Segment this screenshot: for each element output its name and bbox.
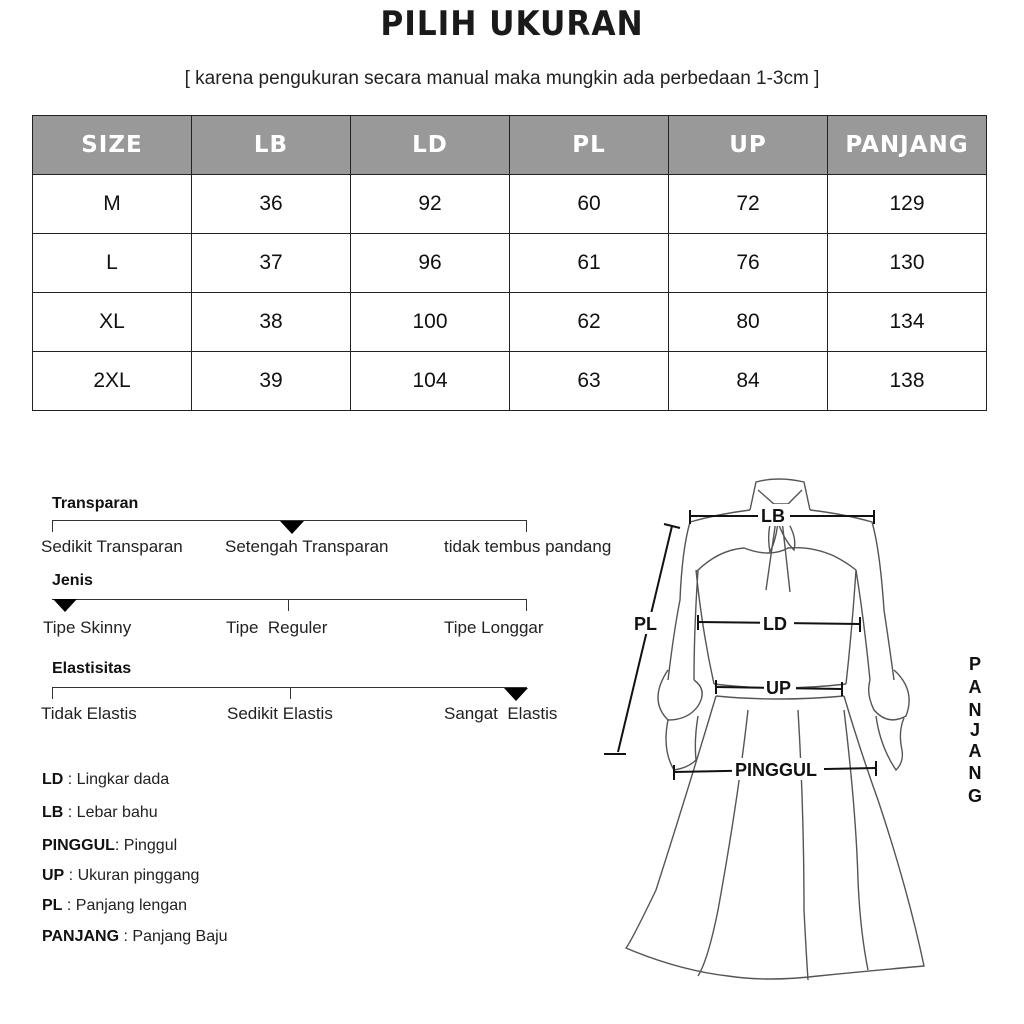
legend-desc: Ukuran pinggang — [77, 867, 200, 884]
right-ruffle — [876, 716, 904, 770]
table-cell: 62 — [510, 293, 669, 352]
legend-key: PINGGUL — [42, 837, 115, 854]
measurement-lines — [604, 488, 938, 968]
right-cuff — [869, 670, 909, 720]
table-cell: 61 — [510, 234, 669, 293]
table-cell: 100 — [351, 293, 510, 352]
label-lb: LB — [761, 506, 785, 526]
legend-sep: : — [63, 804, 77, 821]
legend-item — [42, 804, 158, 822]
table-row — [33, 352, 987, 411]
page-subtitle: [ karena pengukuran secara manual maka mungkin ada perbedaan 1-3cm ] — [184, 68, 820, 89]
skirt-outline — [626, 696, 924, 979]
collar-inner — [758, 490, 802, 504]
right-sleeve-inner — [856, 570, 870, 680]
legend-item — [42, 771, 169, 789]
scale-tick — [290, 687, 291, 699]
legend-item — [42, 897, 187, 915]
table-cell: 60 — [510, 175, 669, 234]
scale-tick — [52, 520, 53, 532]
legend-item — [42, 928, 228, 946]
table-cell: 63 — [510, 352, 669, 411]
legend-key: LD — [42, 771, 64, 788]
left-ruffle — [666, 716, 698, 770]
table-cell: 39 — [192, 352, 351, 411]
table-cell: 129 — [828, 175, 987, 234]
legend-sep: : — [62, 897, 76, 914]
legend-sep: : — [64, 867, 78, 884]
table-cell: 96 — [351, 234, 510, 293]
scale-title: Jenis — [52, 572, 93, 589]
legend-item — [42, 867, 199, 885]
panjang-letter: N — [968, 763, 982, 783]
selected-marker-icon — [53, 599, 77, 612]
page-title: PILIH UKURAN — [380, 4, 644, 44]
table-header-row — [33, 116, 987, 175]
dress-illustration — [598, 470, 938, 1000]
scale-tick — [526, 599, 527, 611]
table-cell: L — [33, 234, 192, 293]
header-up: UP — [669, 116, 828, 175]
legend-key: UP — [42, 867, 65, 884]
legend-sep: : — [114, 837, 124, 854]
scale-option: Sedikit Elastis — [227, 704, 333, 723]
legend-sep: : — [119, 928, 133, 945]
left-cuff — [658, 670, 702, 720]
panjang-letter: N — [968, 700, 982, 720]
left-sleeve-outer — [668, 510, 750, 680]
scale-option: Tipe Reguler — [226, 618, 328, 637]
header-size: SIZE — [33, 116, 192, 175]
scale-title: Elastisitas — [52, 660, 132, 677]
panjang-letter: A — [968, 741, 982, 761]
scale-tick — [288, 599, 289, 611]
table-cell: 37 — [192, 234, 351, 293]
header-lb: LB — [192, 116, 351, 175]
scale-tick — [52, 687, 53, 699]
legend-key: PANJANG — [42, 928, 120, 945]
panjang-letter: G — [967, 786, 982, 806]
legend-desc: Panjang lengan — [75, 897, 188, 914]
panjang-letter: A — [968, 677, 982, 697]
legend-key: LB — [42, 804, 64, 821]
scale-transparan — [40, 495, 630, 560]
scale-option: Sedikit Transparan — [41, 537, 183, 556]
table-cell: M — [33, 175, 192, 234]
scale-line — [52, 599, 527, 600]
table-cell: 84 — [669, 352, 828, 411]
scale-title: Transparan — [52, 495, 139, 512]
label-ld: LD — [763, 614, 787, 634]
legend-item — [42, 837, 177, 855]
scale-tick — [526, 520, 527, 532]
table-cell: 38 — [192, 293, 351, 352]
header-ld: LD — [351, 116, 510, 175]
table-cell: 138 — [828, 352, 987, 411]
scale-option: Sangat Elastis — [444, 704, 558, 723]
table-cell: 104 — [351, 352, 510, 411]
table-cell: 76 — [669, 234, 828, 293]
skirt-fold — [798, 710, 808, 980]
legend-sep: : — [63, 771, 77, 788]
scale-elastisitas — [40, 660, 630, 730]
size-table — [32, 115, 987, 411]
table-row — [33, 234, 987, 293]
table-cell: 80 — [669, 293, 828, 352]
table-cell: 72 — [669, 175, 828, 234]
right-sleeve-outer — [810, 510, 894, 680]
yoke-line — [696, 548, 856, 572]
scale-option: tidak tembus pandang — [444, 537, 612, 556]
legend-desc: Pinggul — [123, 837, 178, 854]
panjang-letter: J — [969, 720, 980, 740]
label-pinggul: PINGGUL — [735, 760, 818, 780]
pl-measure-line — [618, 526, 672, 752]
header-panjang: PANJANG — [828, 116, 987, 175]
legend-desc: Panjang Baju — [132, 928, 228, 945]
header-pl: PL — [510, 116, 669, 175]
scale-option: Tipe Longgar — [444, 618, 544, 637]
label-pl: PL — [634, 614, 658, 634]
table-cell: XL — [33, 293, 192, 352]
panjang-letter: P — [968, 654, 981, 674]
bodice-right — [846, 570, 856, 684]
table-cell: 134 — [828, 293, 987, 352]
legend-desc: Lingkar dada — [76, 771, 170, 788]
skirt-fold — [844, 710, 868, 970]
selected-marker-icon — [504, 688, 528, 701]
legend-key: PL — [42, 897, 63, 914]
table-cell: 92 — [351, 175, 510, 234]
legend-desc: Lebar bahu — [76, 804, 158, 821]
label-up: UP — [766, 678, 792, 698]
scale-option: Setengah Transparan — [225, 537, 389, 556]
scale-option: Tidak Elastis — [41, 704, 137, 723]
scale-option: Tipe Skinny — [43, 618, 132, 637]
table-row — [33, 175, 987, 234]
skirt-fold — [698, 710, 748, 976]
table-cell: 2XL — [33, 352, 192, 411]
scale-jenis — [40, 572, 630, 642]
table-cell: 36 — [192, 175, 351, 234]
selected-marker-icon — [280, 521, 304, 534]
table-row — [33, 293, 987, 352]
table-cell: 130 — [828, 234, 987, 293]
